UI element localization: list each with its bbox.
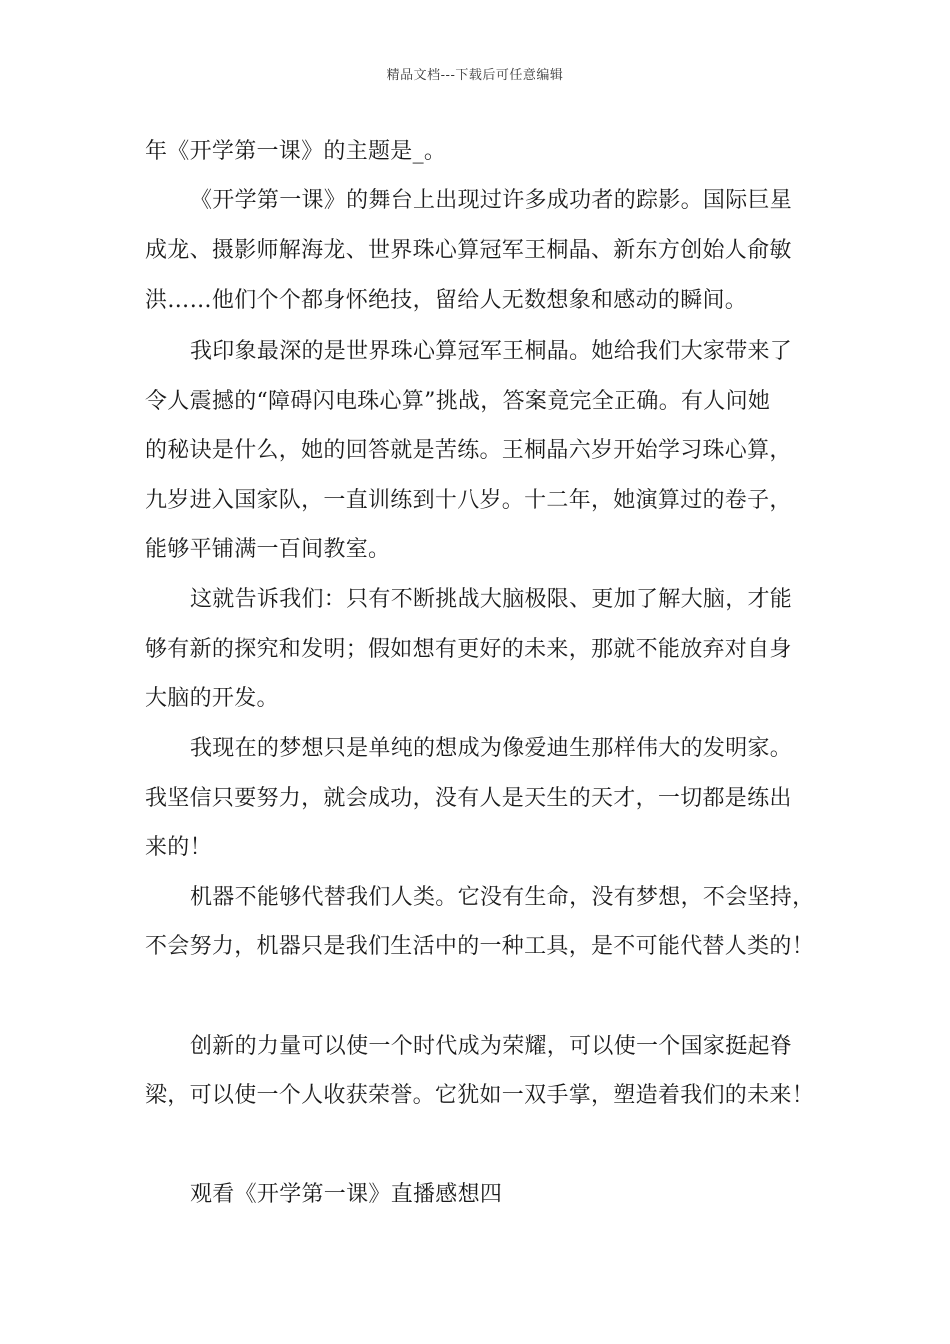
paragraph-line: 我印象最深的是世界珠心算冠军王桐晶。她给我们大家带来了 [190, 339, 793, 364]
paragraph-line: 我现在的梦想只是单纯的想成为像爱迪生那样伟大的发明家。 [190, 736, 793, 761]
page-header: 精品文档---下载后可任意编辑 [386, 68, 564, 83]
paragraph-line: 够有新的探究和发明；假如想有更好的未来，那就不能放弃对自身 [145, 637, 792, 662]
paragraph-line: 年《开学第一课》的主题是_。 [145, 139, 447, 164]
paragraph-line: 《开学第一课》的舞台上出现过许多成功者的踪影。国际巨星 [190, 188, 793, 213]
paragraph-line: 梁，可以使一个人收获荣誉。它犹如一双手掌，塑造着我们的未来！ [145, 1083, 815, 1108]
paragraph-line: 成龙、摄影师解海龙、世界珠心算冠军王桐晶、新东方创始人俞敏 [145, 238, 792, 263]
paragraph-line: 洪……他们个个都身怀绝技，留给人无数想象和感动的瞬间。 [145, 288, 748, 313]
paragraph-line: 不会努力，机器只是我们生活中的一种工具，是不可能代替人类的！ [145, 934, 815, 959]
paragraph-line: 九岁进入国家队，一直训练到十八岁。十二年，她演算过的卷子， [145, 488, 792, 513]
paragraph-line: 的秘诀是什么，她的回答就是苦练。王桐晶六岁开始学习珠心算， [145, 438, 792, 463]
paragraph-line: 创新的力量可以使一个时代成为荣耀，可以使一个国家挺起脊 [190, 1034, 793, 1059]
section-heading: 观看《开学第一课》直播感想四 [190, 1182, 503, 1207]
paragraph-line: 令人震撼的“障碍闪电珠心算”挑战，答案竟完全正确。有人问她 [145, 389, 771, 414]
paragraph-line: 机器不能够代替我们人类。它没有生命，没有梦想，不会坚持， [190, 885, 815, 910]
paragraph-line: 我坚信只要努力，就会成功，没有人是天生的天才，一切都是练出 [145, 786, 792, 811]
paragraph-line: 大脑的开发。 [145, 686, 279, 711]
paragraph-line: 来的！ [145, 835, 212, 860]
paragraph-line: 能够平铺满一百间教室。 [145, 537, 391, 562]
paragraph-line: 这就告诉我们：只有不断挑战大脑极限、更加了解大脑，才能 [190, 587, 793, 612]
